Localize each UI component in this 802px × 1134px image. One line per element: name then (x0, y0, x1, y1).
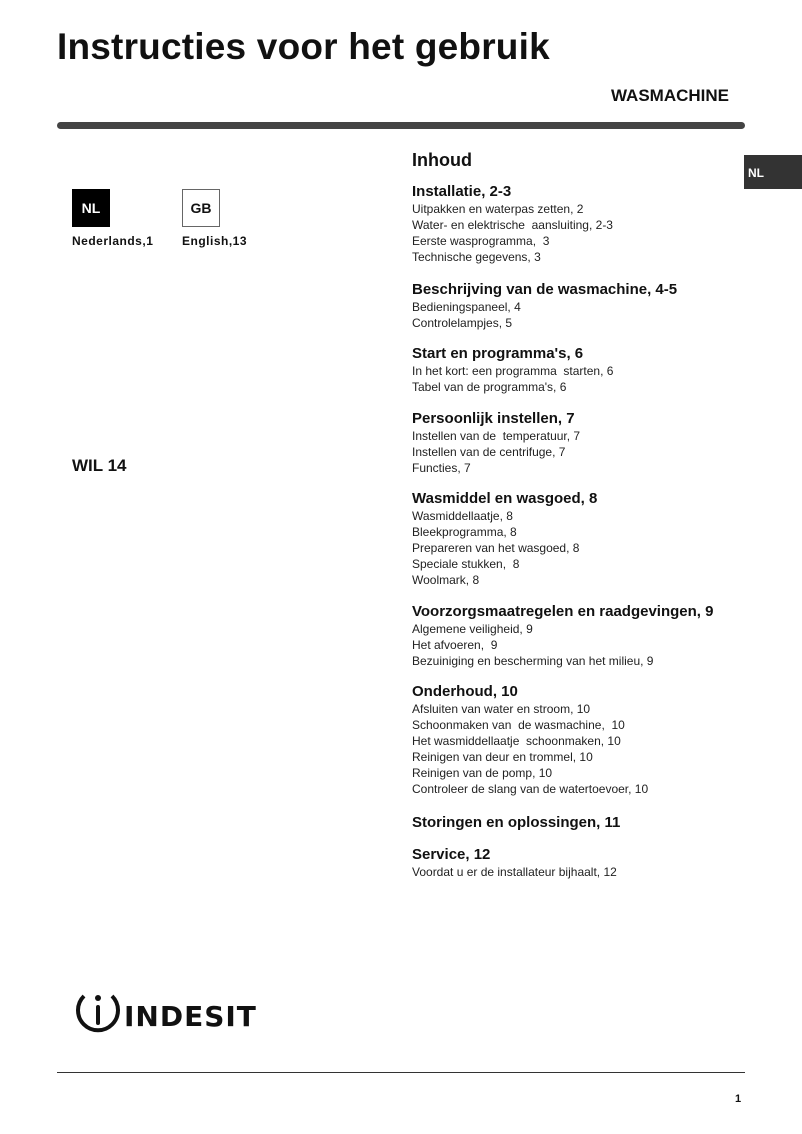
toc-section (412, 345, 613, 395)
toc-item: Reinigen van deur en trommel, 10 (412, 750, 593, 764)
toc-item: Bedieningspaneel, 4 (412, 300, 521, 314)
toc-item: Schoonmaken van de wasmachine, 10 (412, 718, 625, 732)
toc-title: Inhoud (412, 150, 472, 170)
toc-item: Het wasmiddellaatje schoonmaken, 10 (412, 734, 621, 748)
toc-section (412, 490, 597, 588)
toc-item: Instellen van de centrifuge, 7 (412, 445, 566, 459)
toc-item: Tabel van de programma's, 6 (412, 380, 567, 394)
language-nl-label: Nederlands,1 (72, 234, 154, 248)
toc-section (412, 814, 620, 832)
toc-item: Controlelampjes, 5 (412, 316, 513, 330)
page-title: Instructies voor het gebruik (57, 26, 550, 67)
toc-item: Water- en elektrische aansluiting, 2-3 (412, 218, 613, 232)
language-side-tab: NL (744, 155, 802, 189)
toc-item: Instellen van de temperatuur, 7 (412, 429, 581, 443)
toc-item: Speciale stukken, 8 (412, 557, 520, 571)
toc-section-heading: Onderhoud, 10 (412, 683, 518, 700)
toc-item: Bleekprogramma, 8 (412, 525, 517, 539)
indesit-logo (72, 988, 267, 1041)
toc-item: Het afvoeren, 9 (412, 638, 498, 652)
page-number: 1 (735, 1093, 742, 1105)
toc-item: Bezuiniging en bescherming van het milieu, 9 (412, 654, 654, 668)
language-gb-box: GB (182, 189, 220, 227)
toc-item: Voordat u er de installateur bijhaalt, 12 (412, 865, 617, 879)
toc-section (412, 683, 648, 797)
toc-item: Reinigen van de pomp, 10 (412, 766, 553, 780)
footer-divider (57, 1072, 745, 1073)
toc-item: Woolmark, 8 (412, 573, 480, 587)
toc-section (412, 410, 580, 476)
toc-section-heading: Wasmiddel en wasgoed, 8 (412, 490, 598, 507)
toc-item: Controleer de slang van de watertoevoer, 10 (412, 782, 649, 796)
toc-section-heading: Beschrijving van de wasmachine, 4-5 (412, 281, 678, 298)
language-gb-label: English,13 (182, 234, 248, 248)
toc-section-heading: Persoonlijk instellen, 7 (412, 410, 575, 427)
toc-section-heading: Service, 12 (412, 846, 491, 863)
toc-section (412, 183, 613, 265)
toc-item: Technische gegevens, 3 (412, 250, 541, 264)
toc-item: In het kort: een programma starten, 6 (412, 364, 614, 378)
toc-item: Functies, 7 (412, 461, 471, 475)
toc-item: Prepareren van het wasgoed, 8 (412, 541, 580, 555)
toc-item: Algemene veiligheid, 9 (412, 622, 533, 636)
brand-wordmark: INDESIT (124, 1000, 257, 1033)
language-nl-box: NL (72, 189, 110, 227)
toc-section (412, 846, 617, 880)
toc-item: Afsluiten van water en stroom, 10 (412, 702, 591, 716)
toc-section-heading: Storingen en oplossingen, 11 (412, 814, 621, 831)
toc-section-heading: Start en programma's, 6 (412, 345, 584, 362)
toc-item: Uitpakken en waterpas zetten, 2 (412, 202, 584, 216)
toc-section (412, 603, 713, 669)
product-type: WASMACHINE (610, 86, 729, 105)
model-number: WIL 14 (72, 456, 127, 475)
header-divider (57, 122, 745, 129)
toc-item: Eerste wasprogramma, 3 (412, 234, 550, 248)
toc-section-heading: Installatie, 2-3 (412, 183, 512, 200)
toc-item: Wasmiddellaatje, 8 (412, 509, 513, 523)
toc-section (412, 281, 677, 331)
toc-section-heading: Voorzorgsmaatregelen en raadgevingen, 9 (412, 603, 714, 620)
